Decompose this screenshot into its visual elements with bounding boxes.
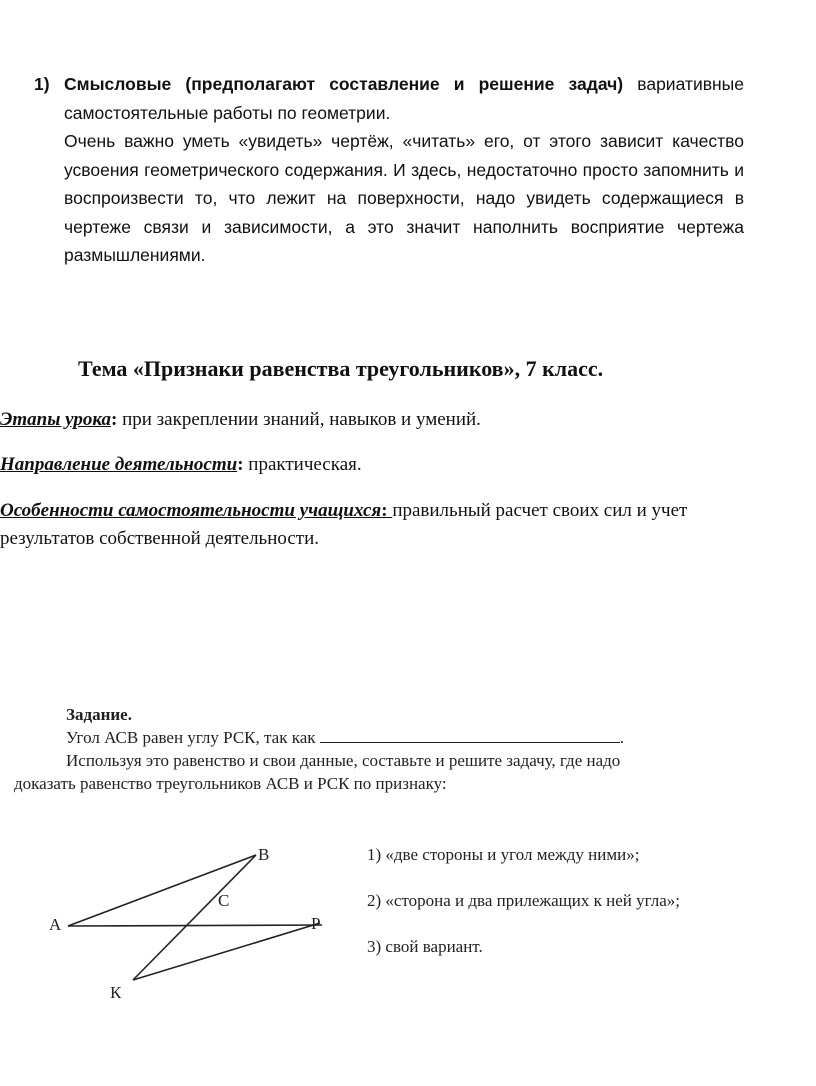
features-row xyxy=(0,497,730,553)
segment-ap xyxy=(68,925,322,926)
lesson-stages-label: Этапы урока xyxy=(0,409,111,430)
label-k: К xyxy=(110,983,122,1002)
topic-heading: Тема «Признаки равенства треугольников», 7 класс. xyxy=(78,356,604,381)
features-colon: : xyxy=(381,500,393,521)
variant-1: 1) «две стороны и угол между ними»; xyxy=(367,845,640,864)
triangle-figure xyxy=(0,820,340,1020)
features-label: Особенности самостоятельности учащихся xyxy=(0,500,382,521)
variant-3: 3) свой вариант. xyxy=(367,937,483,956)
lesson-stages-text: при закреплении знаний, навыков и умений. xyxy=(117,409,481,430)
lesson-stages-colon: : xyxy=(111,409,118,430)
label-b: В xyxy=(258,845,270,864)
lesson-stages-row xyxy=(0,406,481,434)
direction-colon: : xyxy=(237,454,244,475)
features-text: правильный расчет своих сил и учет результатов собственной деятельности. xyxy=(0,500,688,549)
intro-section xyxy=(34,70,744,270)
task-line-3: доказать равенство треугольников АСВ и РСК по признаку: xyxy=(14,774,447,793)
list-number: 1) xyxy=(34,74,50,94)
task-line-1-end: . xyxy=(619,728,625,747)
intro-lead-rest: вариативные самостоятельные работы по геометрии. xyxy=(64,74,744,123)
intro-body xyxy=(64,70,744,270)
intro-lead-bold: Смысловые (предполагают составление и решение задач) xyxy=(64,74,624,94)
label-a: А xyxy=(49,915,62,934)
direction-label: Направление деятельности xyxy=(0,454,238,475)
answer-blank[interactable] xyxy=(320,728,620,743)
variant-2: 2) «сторона и два прилежащих к ней угла»; xyxy=(367,891,680,910)
task-line-1 xyxy=(66,728,624,748)
task-line-1-text: Угол АСВ равен углу РСК, так как xyxy=(66,728,316,747)
direction-text: практическая. xyxy=(243,454,362,475)
task-block xyxy=(0,700,816,1086)
task-title: Задание. xyxy=(66,705,132,724)
task-line-2: Используя это равенство и свои данные, составьте и решите задачу, где надо xyxy=(66,751,621,770)
direction-row xyxy=(0,451,362,479)
label-p: Р xyxy=(311,914,321,933)
intro-paragraph: Очень важно уметь «увидеть» чертёж, «читать» его, от этого зависит качество усвоения геометрического содержания. И здесь, недостаточно просто запомнить и воспроизвести то, что лежит на поверхности, надо увидеть содержащиеся в чертеже связи и зависимости, а это значит наполнить восприятие чертежа размышлениями. xyxy=(64,131,744,265)
label-c: С xyxy=(218,891,230,910)
